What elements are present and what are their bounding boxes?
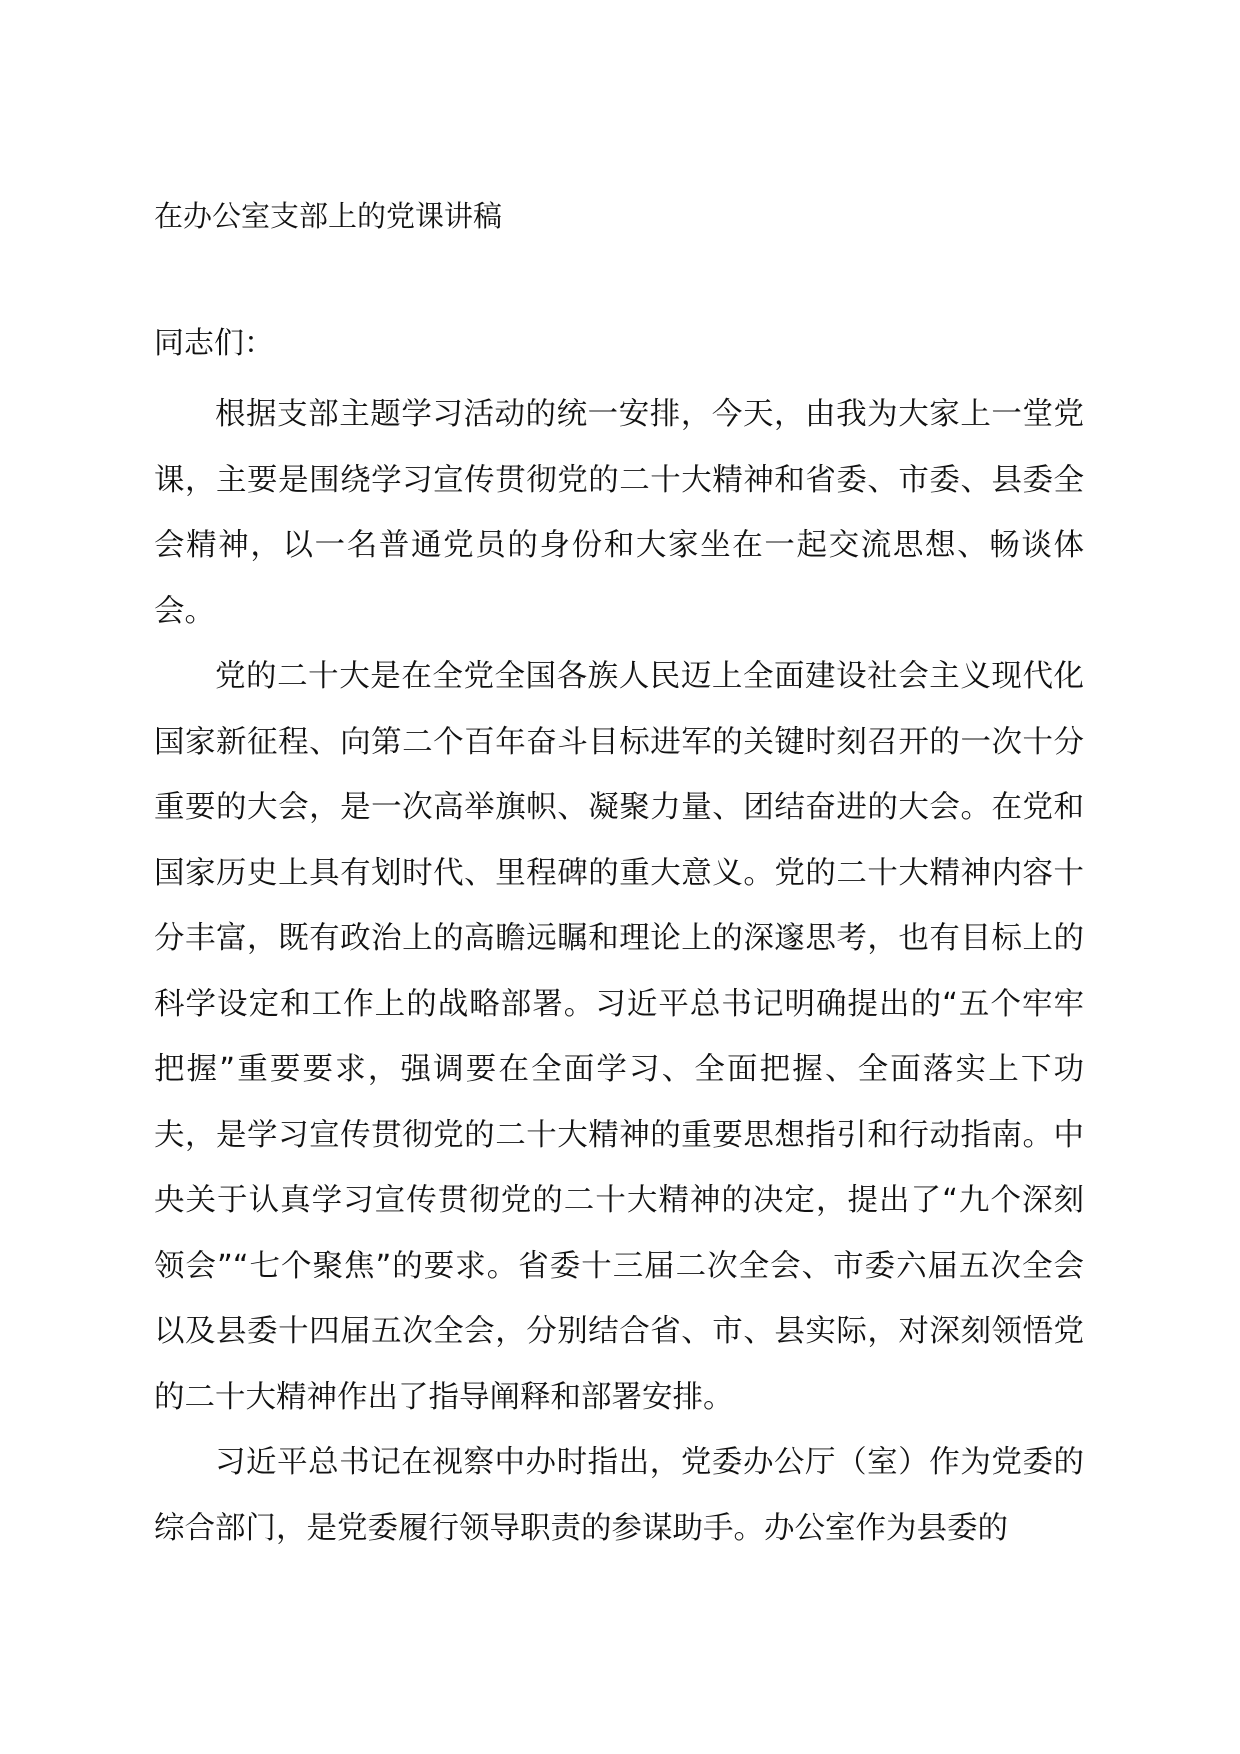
paragraph-congress: 党的二十大是在全党全国各族人民迈上全面建设社会主义现代化国家新征程、向第二个百年奋斗目标进军的关键时刻召开的一次十分重要的大会，是一次高举旗帜、凝聚力量、团结奋进的大会。在党和国家历史上具有划时代、里程碑的重大意义。党的二十大精神内容十分丰富，既有政治上的高瞻远瞩和理论上的深邃思考，也有目标上的科学设定和工作上的战略部署。习近平总书记明确提出的“五个牢牢把握”重要要求，强调要在全面学习、全面把握、全面落实上下功夫，是学习宣传贯彻党的二十大精神的重要思想指引和行动指南。中央关于认真学习宣传贯彻党的二十大精神的决定，提出了“九个深刻领会”“七个聚焦”的要求。省委十三届二次全会、市委六届五次全会以及县委十四届五次全会，分别结合省、市、县实际，对深刻领悟党的二十大精神作出了指导阐释和部署安排。 — [154, 659, 1084, 1415]
paragraph-office: 习近平总书记在视察中办时指出，党委办公厅（室）作为党委的综合部门，是党委履行领导职责的参谋助手。办公室作为县委的 — [154, 1445, 1084, 1546]
salutation: 同志们： — [154, 326, 274, 361]
document-body — [154, 382, 1084, 1561]
document-page — [154, 0, 1094, 1754]
document-title: 在办公室支部上的党课讲稿 — [154, 199, 503, 233]
paragraph-intro: 根据支部主题学习活动的统一安排，今天，由我为大家上一堂党课，主要是围绕学习宣传贯彻党的二十大精神和省委、市委、县委全会精神，以一名普通党员的身份和大家坐在一起交流思想、畅谈体会。 — [154, 397, 1084, 629]
